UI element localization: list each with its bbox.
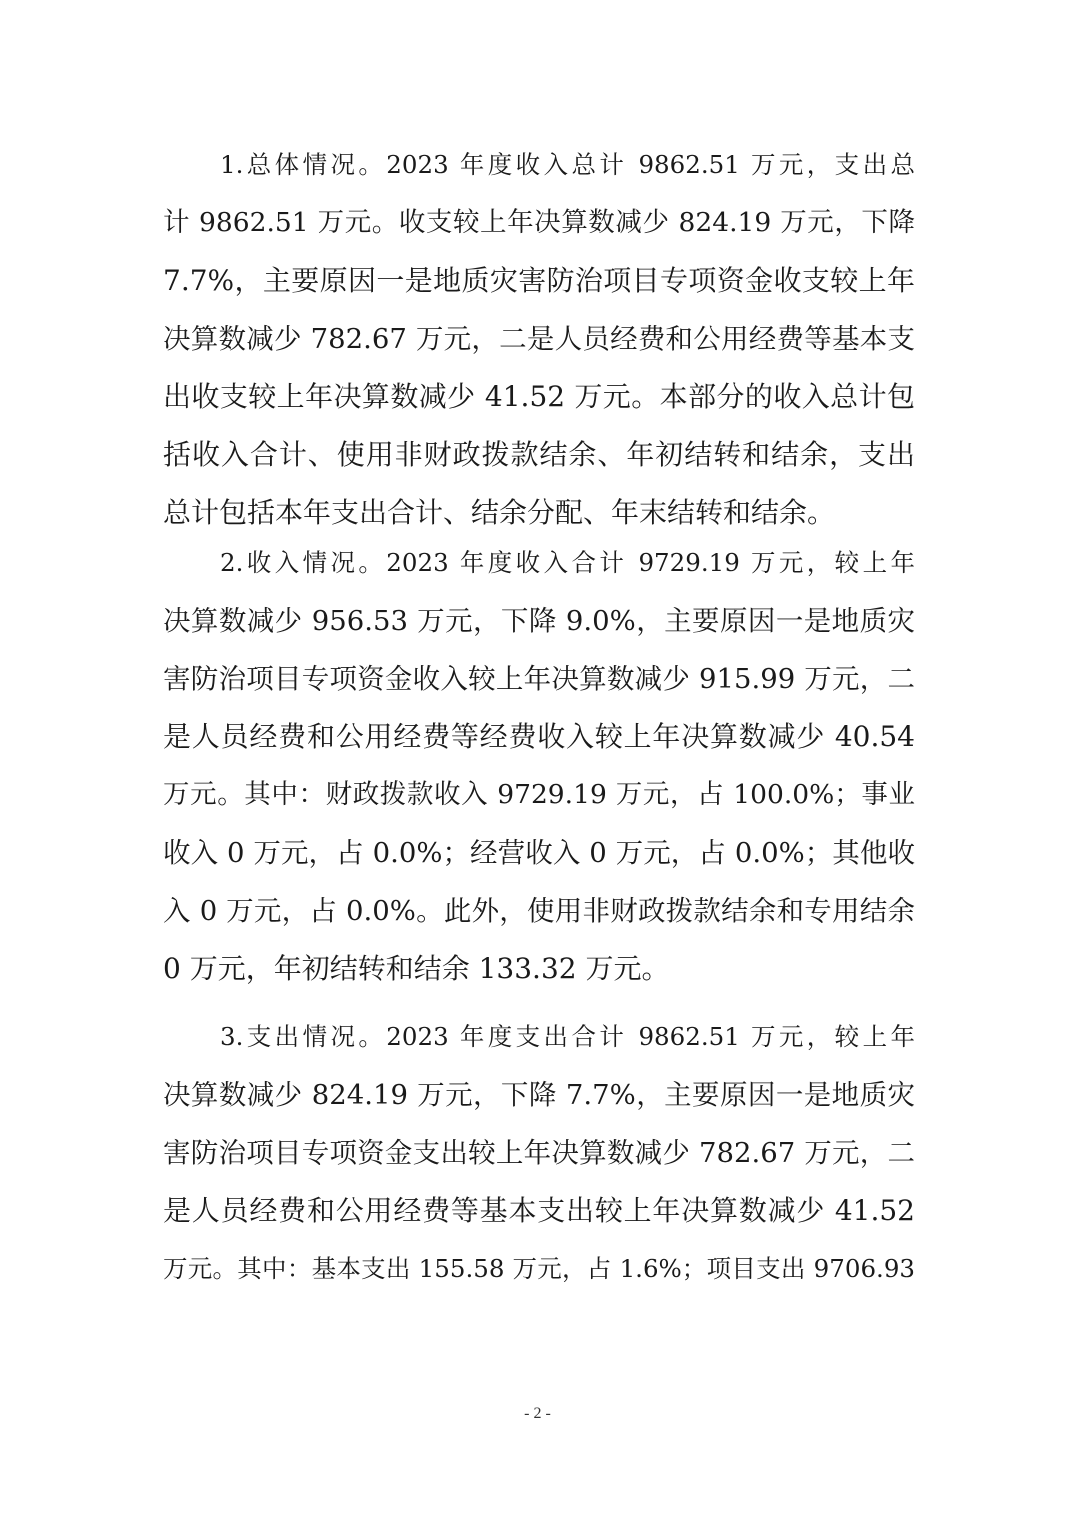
paragraph-line: 入 0 万元，占 0.0%。此外，使用非财政拨款结余和专用结余	[163, 895, 915, 927]
paragraph-line: 万元。其中：基本支出 155.58 万元，占 1.6%；项目支出 9706.93	[163, 1254, 915, 1283]
page-number: - 2 -	[524, 1405, 551, 1422]
paragraph-line: 出收支较上年决算数减少 41.52 万元。本部分的收入总计包	[163, 380, 915, 413]
paragraph-expenditure	[163, 1008, 915, 1298]
paragraph-line: 万元。其中：财政拨款收入 9729.19 万元，占 100.0%；事业	[163, 779, 915, 810]
paragraph-line: 害防治项目专项资金收入较上年决算数减少 915.99 万元，二	[163, 663, 915, 695]
paragraph-overall	[163, 136, 915, 542]
paragraph-line: 决算数减少 956.53 万元，下降 9.0%，主要原因一是地质灾	[163, 605, 915, 637]
paragraph-line: 0 万元，年初结转和结余 133.32 万元。	[163, 952, 670, 985]
paragraph-line: 害防治项目专项资金支出较上年决算数减少 782.67 万元，二	[163, 1137, 915, 1169]
paragraph-line: 计 9862.51 万元。收支较上年决算数减少 824.19 万元，下降	[163, 207, 915, 238]
paragraph-line: 括收入合计、使用非财政拨款结余、年初结转和结余，支出	[163, 438, 915, 471]
paragraph-line: 总计包括本年支出合计、结余分配、年末结转和结余。	[163, 496, 836, 529]
paragraph-income	[163, 534, 915, 998]
paragraph-line: 7.7%，主要原因一是地质灾害防治项目专项资金收支较上年	[163, 264, 915, 297]
paragraph-line: 决算数减少 782.67 万元，二是人员经费和公用经费等基本支	[163, 323, 915, 355]
paragraph-line: 3.支出情况。2023 年度支出合计 9862.51 万元，较上年	[220, 1022, 915, 1051]
paragraph-line: 是人员经费和公用经费等经费收入较上年决算数减少 40.54	[163, 720, 915, 753]
paragraph-line: 是人员经费和公用经费等基本支出较上年决算数减少 41.52	[163, 1194, 915, 1227]
paragraph-line: 收入 0 万元，占 0.0%；经营收入 0 万元，占 0.0%；其他收	[163, 837, 915, 869]
paragraph-line: 2.收入情况。2023 年度收入合计 9729.19 万元，较上年	[220, 548, 915, 577]
paragraph-line: 决算数减少 824.19 万元，下降 7.7%，主要原因一是地质灾	[163, 1079, 915, 1111]
paragraph-line: 1.总体情况。2023 年度收入总计 9862.51 万元，支出总	[220, 150, 915, 179]
